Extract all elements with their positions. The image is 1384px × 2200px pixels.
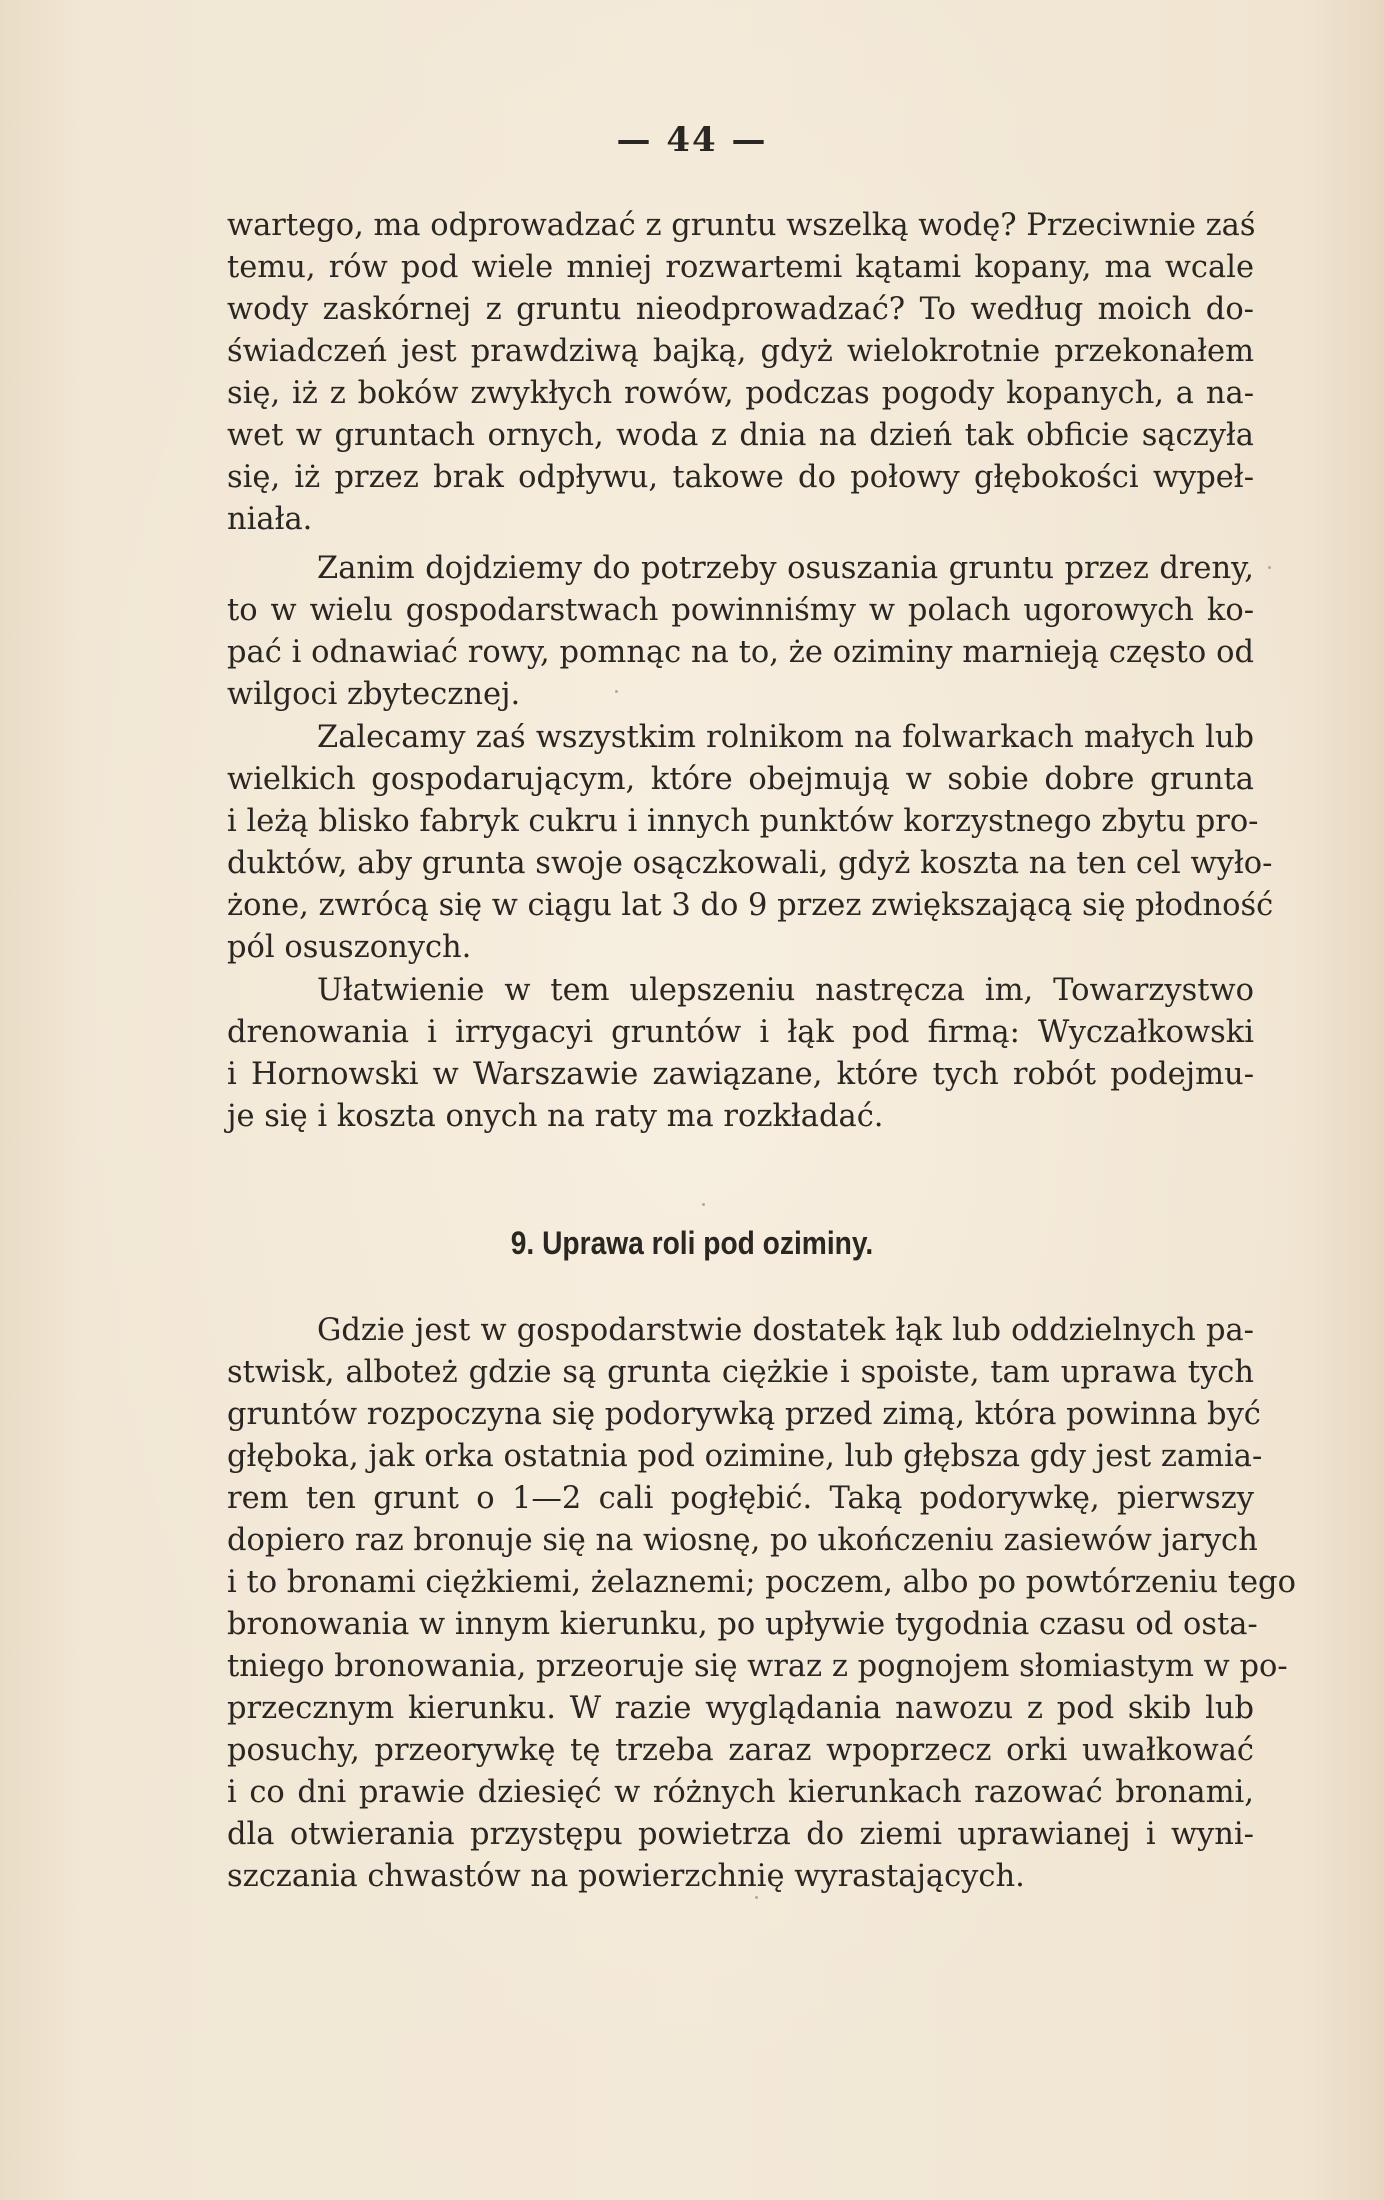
text-line: głęboka, jak orka ostatnia pod ozimine, lub głębsza gdy jest zamia- xyxy=(227,1439,1263,1474)
text-line: i leżą blisko fabryk cukru i innych punktów korzystnego zbytu pro- xyxy=(227,804,1259,839)
text-line: dla otwierania przystępu powietrza do ziemi uprawianej i wyni- xyxy=(227,1817,1254,1852)
text-line: je się i koszta onych na raty ma rozkładać. xyxy=(227,1099,884,1134)
text-line: posuchy, przeorywkę tę trzeba zaraz wpoprzecz orki uwałkować xyxy=(227,1733,1254,1768)
text-line: Ułatwienie w tem ulepszeniu nastręcza im, Towarzystwo xyxy=(317,973,1254,1008)
text-line: Zanim dojdziemy do potrzeby osuszania gruntu przez dreny, xyxy=(317,551,1254,586)
paragraph-2 xyxy=(227,548,1254,716)
text-line: dopiero raz bronuje się na wiosnę, po ukończeniu zasiewów jarych xyxy=(227,1523,1258,1558)
text-line: żone, zwrócą się w ciągu lat 3 do 9 przez zwiększającą się płodność xyxy=(227,888,1274,923)
text-line: i co dni prawie dziesięć w różnych kierunkach razować bronami, xyxy=(227,1775,1254,1810)
text-line: tniego bronowania, przeoruje się wraz z pognojem słomiastym w po- xyxy=(227,1649,1288,1684)
text-line: Zalecamy zaś wszystkim rolnikom na folwarkach małych lub xyxy=(317,720,1254,755)
text-line: przecznym kierunku. W razie wyglądania nawozu z pod skib lub xyxy=(227,1691,1254,1726)
section-heading: 9. Uprawa roli pod oziminy. xyxy=(510,1225,874,1261)
text-line: i to bronami ciężkiemi, żelaznemi; poczem, albo po powtórzeniu tego xyxy=(227,1565,1296,1600)
text-line: Gdzie jest w gospodarstwie dostatek łąk lub oddzielnych pa- xyxy=(317,1313,1254,1348)
text-line: świadczeń jest prawdziwą bajką, gdyż wielokrotnie przekonałem xyxy=(227,334,1254,369)
section-paragraph xyxy=(227,1310,1296,1898)
paper-speck xyxy=(755,1896,758,1899)
text-line: wilgoci zbytecznej. xyxy=(227,677,521,712)
text-line: niała. xyxy=(227,502,313,537)
text-line: wody zaskórnej z gruntu nieodprowadzać? To według moich do- xyxy=(227,292,1254,327)
paper-speck xyxy=(615,690,618,693)
text-line: się, iż przez brak odpływu, takowe do połowy głębokości wypeł- xyxy=(227,460,1254,495)
text-line: się, iż z boków zwykłych rowów, podczas pogody kopanych, a na- xyxy=(227,376,1254,411)
text-line: wet w gruntach ornych, woda z dnia na dzień tak obficie sączyła xyxy=(227,418,1254,453)
text-line: bronowania w innym kierunku, po upływie tygodnia czasu od osta- xyxy=(227,1607,1258,1642)
text-line: duktów, aby grunta swoje osączkowali, gdyż koszta na ten cel wyło- xyxy=(227,846,1273,881)
paragraph-4 xyxy=(227,970,1254,1138)
paper-speck xyxy=(1268,566,1271,569)
text-line: temu, rów pod wiele mniej rozwartemi kątami kopany, ma wcale xyxy=(227,250,1254,285)
text-line: wielkich gospodarującym, które obejmują w sobie dobre grunta xyxy=(227,762,1254,797)
paragraph-1 xyxy=(227,205,1254,541)
text-line: szczania chwastów na powierzchnię wyrastających. xyxy=(227,1859,1025,1894)
text-line: pać i odnawiać rowy, pomnąc na to, że oziminy marnieją często od xyxy=(227,635,1254,670)
paper-speck xyxy=(702,1203,705,1206)
paragraph-3 xyxy=(227,717,1274,969)
text-line: wartego, ma odprowadzać z gruntu wszelką wodę? Przeciwnie zaś xyxy=(227,208,1256,243)
text-line: i Hornowski w Warszawie zawiązane, które tych robót podejmu- xyxy=(227,1057,1254,1092)
text-line: drenowania i irrygacyi gruntów i łąk pod firmą: Wyczałkowski xyxy=(227,1015,1254,1050)
text-line: stwisk, alboteż gdzie są grunta ciężkie i spoiste, tam uprawa tych xyxy=(227,1355,1254,1390)
text-line: pól osuszonych. xyxy=(227,930,472,965)
text-line: gruntów rozpoczyna się podorywką przed zimą, która powinna być xyxy=(227,1397,1261,1432)
text-line: rem ten grunt o 1—2 cali pogłębić. Taką podorywkę, pierwszy xyxy=(227,1481,1254,1516)
text-line: to w wielu gospodarstwach powinniśmy w polach ugorowych ko- xyxy=(227,593,1254,628)
page-number: — 44 — xyxy=(616,120,768,160)
